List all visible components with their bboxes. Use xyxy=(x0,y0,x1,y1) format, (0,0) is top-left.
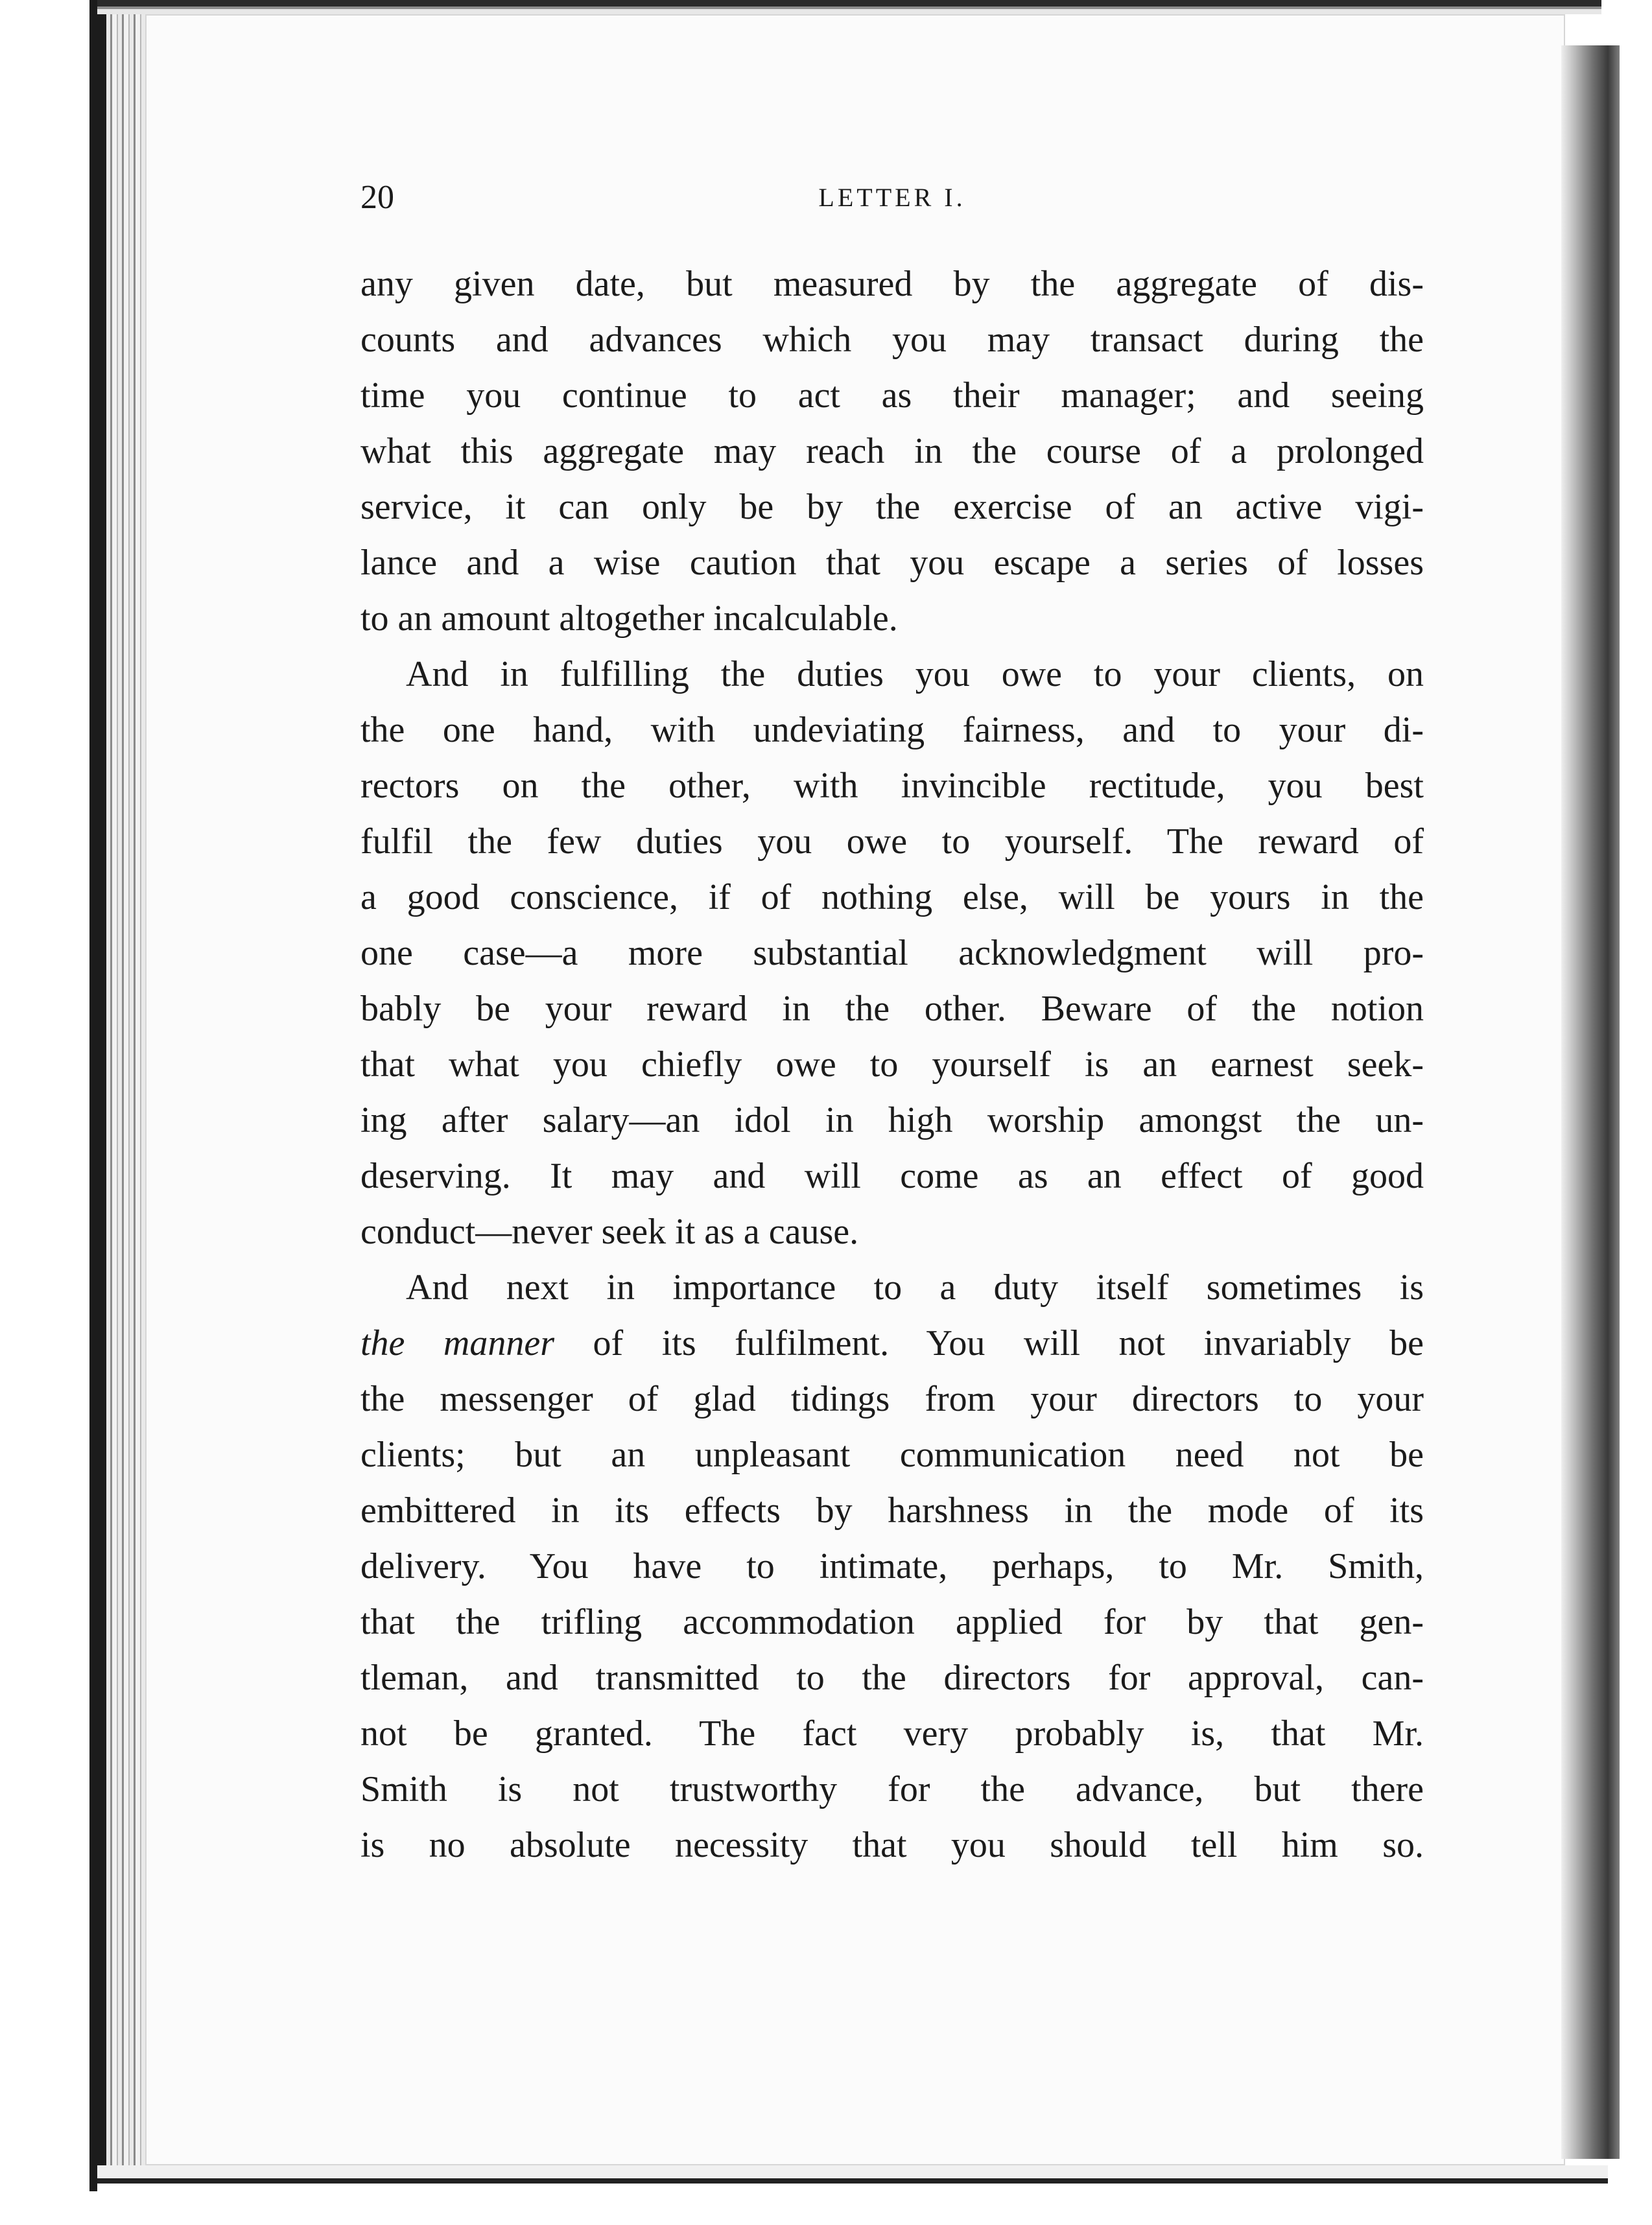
text-line: a good conscience, if of nothing else, will be yours in the xyxy=(360,877,1424,917)
italic-phrase: the manner xyxy=(360,1323,555,1363)
text-line: the messenger of glad tidings from your directors to your xyxy=(360,1379,1424,1419)
text-line: any given date, but measured by the aggregate of dis- xyxy=(360,264,1424,304)
text-line: to an amount altogether incalculable. xyxy=(360,598,898,639)
text-line: not be granted. The fact very probably is, that Mr. xyxy=(360,1713,1424,1754)
text-line: fulfil the few duties you owe to yourself. The reward of xyxy=(360,821,1424,862)
text-line: counts and advances which you may transact during the xyxy=(360,320,1424,360)
running-head xyxy=(360,175,1424,220)
paragraph-1 xyxy=(360,256,1424,646)
gutter-shadow xyxy=(1561,45,1620,2159)
text-line: that what you chiefly owe to yourself is an earnest seek- xyxy=(360,1044,1424,1085)
text-line xyxy=(360,1315,1424,1371)
page-body xyxy=(360,256,1424,1873)
text-line: lance and a wise caution that you escape a series of losses xyxy=(360,543,1424,583)
text-line: that the trifling accommodation applied for by that gen- xyxy=(360,1602,1424,1642)
paragraph-3 xyxy=(360,1260,1424,1873)
paragraph-2 xyxy=(360,646,1424,1260)
text-line: the one hand, with undeviating fairness, and to your di- xyxy=(360,710,1424,750)
page-number: 20 xyxy=(360,179,394,216)
text-line: delivery. You have to intimate, perhaps, to Mr. Smith, xyxy=(360,1546,1424,1586)
text-fragment: of its fulfilment. You will not invariably be xyxy=(554,1323,1424,1363)
text-line: rectors on the other, with invincible rectitude, you best xyxy=(360,766,1424,806)
text-line: bably be your reward in the other. Beware of the notion xyxy=(360,989,1424,1029)
text-line: And in fulfilling the duties you owe to your clients, on xyxy=(406,654,1424,694)
text-line: And next in importance to a duty itself sometimes is xyxy=(406,1267,1424,1308)
text-line: deserving. It may and will come as an effect of good xyxy=(360,1156,1424,1196)
text-line: service, it can only be by the exercise of an active vigi- xyxy=(360,487,1424,527)
text-line: tleman, and transmitted to the directors for approval, can- xyxy=(360,1658,1424,1698)
text-line: is no absolute necessity that you should tell him so. xyxy=(360,1825,1424,1865)
text-line: one case—a more substantial acknowledgment will pro- xyxy=(360,933,1424,973)
text-line: time you continue to act as their manager; and seeing xyxy=(360,375,1424,416)
text-line: clients; but an unpleasant communication need not be xyxy=(360,1435,1424,1475)
text-line: what this aggregate may reach in the course of a prolonged xyxy=(360,431,1424,471)
book-top-edge xyxy=(97,0,1601,14)
text-line: embittered in its effects by harshness in the mode of its xyxy=(360,1490,1424,1531)
running-title: LETTER I. xyxy=(818,183,966,212)
text-line: ing after salary—an idol in high worship amongst the un- xyxy=(360,1100,1424,1140)
text-line: conduct—never seek it as a cause. xyxy=(360,1212,859,1252)
book-bottom-edge xyxy=(97,2165,1608,2191)
page-stack-edge xyxy=(106,5,145,2184)
book-cover-edge xyxy=(89,0,106,2191)
text-line: Smith is not trustworthy for the advance, but there xyxy=(360,1769,1424,1809)
